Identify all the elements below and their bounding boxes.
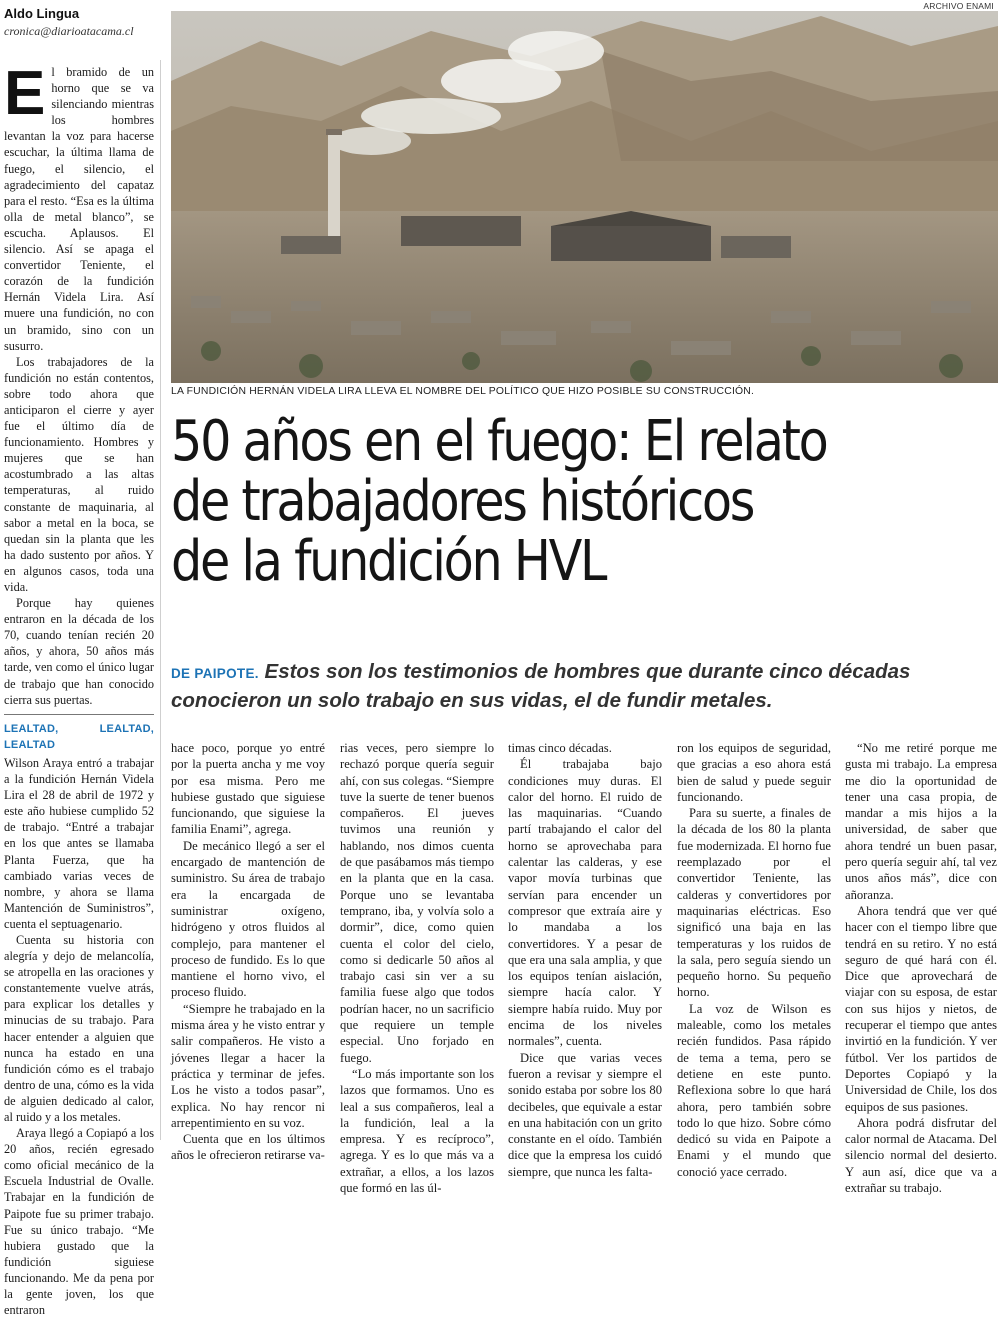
paragraph: Ahora podrá disfrutar del calor normal de Atacama. Del silencio normal del desierto. Y aun así, dice que va a extrañar su trabajo. xyxy=(845,1115,997,1196)
drop-cap: E xyxy=(4,59,46,128)
paragraph: Dice que varias veces fueron a revisar y siempre el sonido estaba por sobre los 80 decibeles, que equivale a estar en una habitación con un grito constante en el oído. También dice que la empresa los cuidó siempre, que nunca les falta- xyxy=(508,1050,662,1179)
author-email[interactable]: cronica@diarioatacama.cl xyxy=(4,24,134,38)
paragraph: De mecánico llegó a ser el encargado de mantención de suministro. Su área de trabajo era la encargada de suministrar oxígeno, hidrógeno y otros fluidos al complejo, para mantener el proceso de fundido. Es lo que mantiene el horno vivo, el proceso fluido. xyxy=(171,838,325,1000)
paragraph: Los trabajadores de la fundición no están contentos, sobre todo ahora que anticiparon el cierre y ayer fue el último día de funcionamiento. Hombres y mujeres que se han acostumbrado a las altas temperaturas, al ruido constante de maquinaria, al sabor a metal en la boca, se quedan sin la planta que les ha dado sustento por años. Y en algunos casos, toda una vida. xyxy=(4,354,154,594)
lead-paragraph: El bramido de un horno que se va silenciando mientras los hombres levantan la voz para hacerse escuchar, la última llama de fuego, el silencio, el agradecimiento del capataz para el resto. “Esa es la última olla de metal blanco”, se escucha. Aplausos. El silencio. Así se apaga el convertidor Teniente, el corazón de la fundición Hernán Videla Lira. Así muere una fundición, no con un bramido, sino con un susurro. xyxy=(4,59,154,353)
paragraph: La voz de Wilson es maleable, como los metales recién fundidos. Pasa rápido de tema a tema, pero se detiene en este punto. Reflexiona sobre lo que hará ahora, pero también sobre todo lo que hizo. Sobre cómo dedicó su vida en Paipote a Enami y el mundo que conoció yace cerrado. xyxy=(677,1001,831,1179)
paragraph: “Siempre he trabajado en la misma área y he visto entrar y salir compañeros. He visto a jóvenes llegar a hacer la práctica y terminar de jefes. Los he visto a todos pasar”, explica. No hay rencor ni arrepentimiento en su voz. xyxy=(171,1001,325,1130)
column-divider xyxy=(160,60,161,1140)
body-column-3 xyxy=(508,740,662,1180)
smelter-photo xyxy=(171,11,998,383)
dek xyxy=(171,658,997,714)
headline-line: 50 años en el fuego: El relato xyxy=(171,409,827,474)
headline xyxy=(171,409,898,594)
paragraph: ron los equipos de seguridad, que gracias a eso ahora está bien de salud y puede seguir funcionando. xyxy=(677,741,831,804)
photo-credit: ARCHIVO ENAMI xyxy=(923,1,994,11)
paragraph: Araya llegó a Copiapó a los 20 años, recién egresado como oficial mecánico de la Escuela Industrial de Ovalle. Trabajar en la fundición de Paipote fue su primer trabajo. Fue su único trabajo. “Me hubiera gustado que la fundición siguiese funcionando. Me da pena por la gente joven, los que entraron xyxy=(4,1126,154,1318)
body-column-4 xyxy=(677,740,831,1180)
body-column-2 xyxy=(340,740,494,1196)
paragraph: “No me retiré porque me gusta mi trabajo. La empresa me dio la oportunidad de tener una casa propia, de mandar a mis hijos a la universidad, de saber que ahora tendré un buen pasar, pero quería seguir ahí, tal vez unos años más”, dice con añoranza. xyxy=(845,741,997,902)
paragraph: Él trabajaba bajo condiciones muy duras. El calor del horno. El ruido de las maquinarias. “Cuando partí trabajando el calor del horno se aprovechaba para calentar las calderas, y ese vapor movía turbinas que servían para encender un compresor que extraía aire y lo mandaba a los convertidores. Y a pesar de que era una sala amplia, y que los equipos tenían aislación, siempre hacía calor. Y siempre había ruido. Muy por encima de los niveles normales”, cuenta. xyxy=(508,757,662,1049)
paragraph: Wilson Araya entró a trabajar a la fundición Hernán Videla Lira el 28 de abril de 1972 y este año hubiese cumplido 52 de trabajo. “Entré a trabajar en los que antes se llamaba Planta Fuerza, que ha cambiado varias veces de nombre, y ahora se llama Mantención de Suministros”, cuenta el septuagenario. xyxy=(4,755,154,931)
left-column xyxy=(4,59,154,1318)
author-name: Aldo Lingua xyxy=(4,6,80,21)
paragraph: Cuenta su historia con alegría y dejo de melancolía, se atropella en las oraciones y constantemente vuelve atrás, para explicar los detalles y minucias de su trabajo. Para hacer entender a alguien que nunca ha estado en una fundición cómo es el trabajo dentro de una, cómo es la vida de alguien dedicado al calor, al ruido y a los metales. xyxy=(4,932,154,1124)
paragraph: Para su suerte, a finales de la década de los 80 la planta fue modernizada. El horno fue reemplazado por el convertidor Teniente, las calderas y convertidores por maquinarias eléctricas. Eso significó una baja en las temperaturas y los ruidos de la sala, pero seguía siendo un pequeño horno. Su pequeño horno. xyxy=(677,806,831,1000)
dek-line: conocieron un solo trabajo en sus vidas, el de fundir metales. xyxy=(171,689,773,712)
photo-caption: LA FUNDICIÓN HERNÁN VIDELA LIRA LLEVA EL NOMBRE DEL POLÍTICO QUE HIZO POSIBLE SU CONSTRUCCIÓN. xyxy=(171,386,755,397)
paragraph: timas cinco décadas. xyxy=(508,741,612,755)
section-subhead: LEALTAD, LEALTAD, LEALTAD xyxy=(4,714,154,753)
smelter-landscape-image xyxy=(171,11,998,383)
headline-line: de la fundición HVL xyxy=(171,529,606,594)
dek-line: DE PAIPOTE. Estos son los testimonios de hombres que durante cinco décadas xyxy=(171,660,911,683)
headline-line: de trabajadores históricos xyxy=(171,469,754,534)
paragraph: Cuenta que en los últimos años le ofrecieron retirarse va- xyxy=(171,1132,325,1163)
paragraph: Ahora tendrá que ver qué hacer con el tiempo libre que tendrá en su retiro. Y no está seguro de qué hará con él. Dice que aprovechará de viajar con su esposa, de estar con sus hijos y nietos, de recuperar el tiempo que antes invirtió en la fundición. Y ver fútbol. Ver los partidos de Deportes Copiapó y la Universidad de Chile, los dos equipos de sus pasiones. xyxy=(845,903,997,1114)
paragraph: hace poco, porque yo entré por la puerta ancha y me voy por esa misma. Pero me hubiese gustado que siguiese funcionando, que siguiese la familia Enami”, agrega. xyxy=(171,741,325,837)
body-column-1 xyxy=(171,740,325,1164)
paragraph: rias veces, pero siempre lo rechazó porque quería seguir ahí, con sus colegas. “Siempre tuve la suerte de tener buenos compañeros. El jueves tuvimos una reunión y hablando, nos dimos cuenta de que pasábamos más tiempo en la planta que en la casa. Porque uno se levantaba temprano, iba, y volvía solo a dormir”, dice, como quien cuenta el color del cielo, como si dedicarle 50 años al trabajo casi sin ver a su familia fuese algo que todos podrían hacer, no un sacrificio que requiere un temple especial. Uno forjado en fuego. xyxy=(340,741,494,1065)
location-tag: DE PAIPOTE. xyxy=(171,666,259,681)
paragraph: Porque hay quienes entraron en la década de los 70, cuando tenían recién 20 años, y ahora, 50 años más tarde, ven como el único lugar de trabajo que han conocido cierra sus puertas. xyxy=(4,596,154,707)
paragraph: “Lo más importante son los lazos que formamos. Uno es leal a sus compañeros, leal a la fundición, leal a la empresa. Y es recíproco”, agrega. Y es lo que más va a extrañar, a ellos, a los lazos que formó en las úl- xyxy=(340,1066,494,1196)
body-column-5 xyxy=(845,740,997,1196)
